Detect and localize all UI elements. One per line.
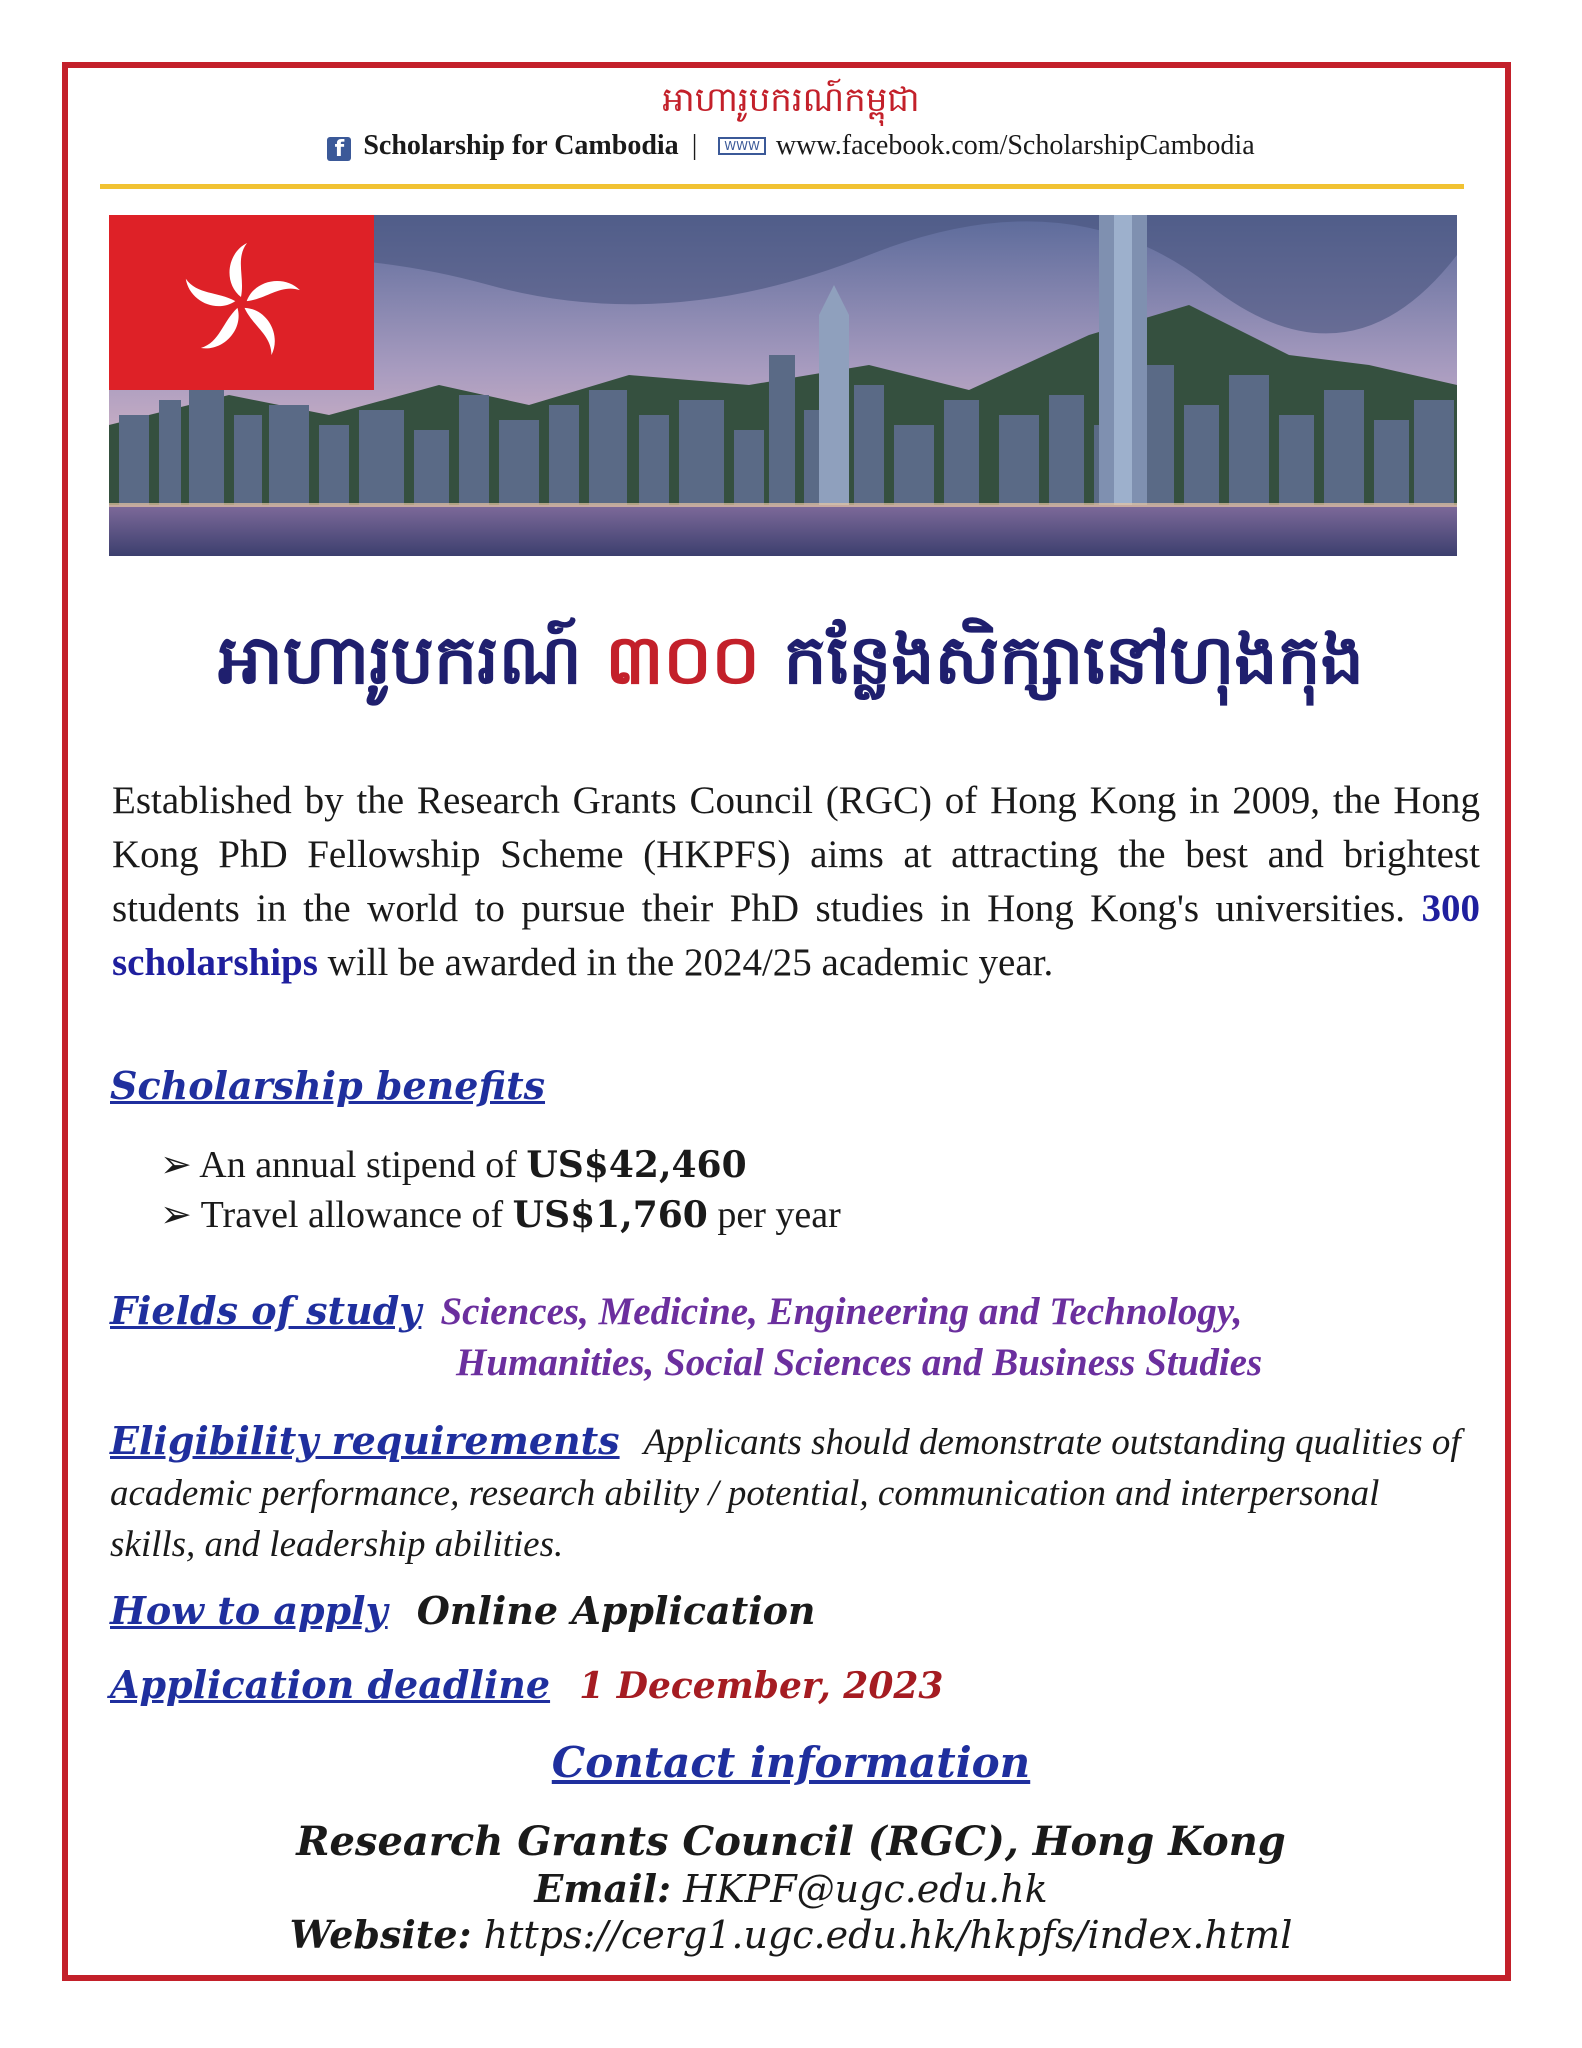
intro-text: Established by the Research Grants Council (RGC) of Hong Kong in 2009, the Hong Kong PhD Fellowship Scheme (HKPFS) aims at attracting the best and brightest students in the world to pursue their PhD studies in Hong Kong's universities.	[112, 779, 1480, 930]
apply-value: Online Application	[416, 1588, 816, 1633]
eligibility-heading: Eligibility requirements	[110, 1418, 620, 1463]
benefit-prefix: Travel allowance of	[200, 1194, 513, 1236]
benefits-heading: Scholarship benefits	[110, 1063, 546, 1108]
intro-paragraph	[112, 774, 1480, 990]
website-label: Website:	[289, 1912, 472, 1957]
benefit-amount: US$42,460	[526, 1144, 747, 1186]
benefits-list	[160, 1140, 841, 1240]
headline-part-2: កន្លែងសិក្សានៅហុងកុង	[783, 621, 1364, 700]
benefit-prefix: An annual stipend of	[199, 1144, 527, 1186]
facebook-page-name[interactable]: Scholarship for Cambodia	[363, 130, 679, 161]
eligibility-section	[110, 1415, 1470, 1570]
fields-heading: Fields of study	[110, 1288, 422, 1333]
intro-highlight: 300 scholarships	[112, 887, 1480, 984]
benefit-suffix: per year	[707, 1194, 841, 1236]
fields-line-2: Humanities, Social Sciences and Business Studies	[456, 1341, 1263, 1384]
contact-org: Research Grants Council (RGC), Hong Kong	[296, 1818, 1286, 1865]
benefit-amount: US$1,760	[512, 1194, 708, 1236]
www-icon: WWW	[718, 137, 766, 155]
deadline-section	[110, 1662, 943, 1707]
contact-email[interactable]: HKPF@ugc.edu.hk	[683, 1867, 1048, 1911]
apply-heading: How to apply	[110, 1588, 388, 1633]
contact-website[interactable]: https://cerg1.ugc.edu.hk/hkpfs/index.html	[483, 1913, 1293, 1957]
social-line	[0, 130, 1582, 162]
hong-kong-flag	[109, 215, 374, 390]
intro-text-end: will be awarded in the 2024/25 academic year.	[327, 941, 1054, 984]
gold-divider	[100, 184, 1464, 189]
deadline-value: 1 December, 2023	[579, 1665, 944, 1707]
facebook-icon: f	[327, 137, 351, 161]
separator: |	[691, 130, 698, 161]
contact-website-line	[0, 1912, 1582, 1957]
fields-section	[110, 1288, 1470, 1334]
arrow-bullet-icon: ➢	[160, 1194, 192, 1236]
headline-count: ៣០០	[605, 621, 760, 700]
deadline-heading: Application deadline	[110, 1662, 551, 1707]
list-item	[160, 1190, 841, 1240]
arrow-bullet-icon: ➢	[160, 1144, 192, 1186]
facebook-url[interactable]: www.facebook.com/ScholarshipCambodia	[775, 130, 1255, 161]
headline	[0, 618, 1582, 717]
email-label: Email:	[534, 1866, 672, 1911]
contact-email-line	[0, 1866, 1582, 1911]
eligibility-text: Applicants should demonstrate outstanding qualities of academic performance, research ability / potential, communication and interpersonal skills, and leadership abilities.	[110, 1422, 1461, 1565]
fields-line-1: Sciences, Medicine, Engineering and Technology,	[440, 1290, 1243, 1333]
khmer-site-title: អាហារូបករណ៍កម្ពុជា	[662, 80, 920, 120]
list-item	[160, 1140, 841, 1190]
contact-heading: Contact information	[551, 1738, 1031, 1787]
headline-part-1: អាហារូបករណ៍	[218, 621, 582, 700]
apply-section	[110, 1588, 816, 1633]
